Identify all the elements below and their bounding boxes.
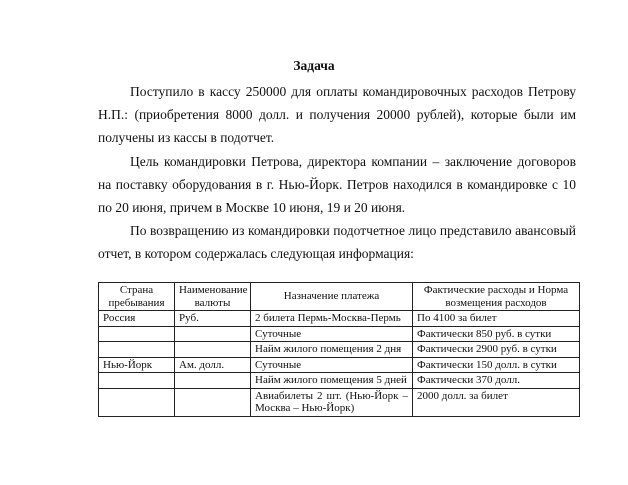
- table-row: [99, 326, 580, 342]
- cell-expense: Фактически 850 руб. в сутки: [413, 326, 580, 342]
- cell-expense: Фактически 2900 руб. в сутки: [413, 342, 580, 358]
- table-row: [99, 311, 580, 327]
- task-text: [98, 80, 576, 266]
- cell-currency: [175, 326, 251, 342]
- cell-purpose: Авиабилеты 2 шт. (Нью-Йорк – Москва – Нью-Йорк): [251, 388, 413, 416]
- expense-report-table: [98, 282, 580, 417]
- cell-currency: Руб.: [175, 311, 251, 327]
- cell-expense: Фактически 150 долл. в сутки: [413, 357, 580, 373]
- header-currency: Наименование валюты: [175, 283, 251, 311]
- cell-expense: По 4100 за билет: [413, 311, 580, 327]
- header-purpose: Назначение платежа: [251, 283, 413, 311]
- cell-currency: [175, 388, 251, 416]
- cell-country: Россия: [99, 311, 175, 327]
- cell-purpose: Найм жилого помещения 2 дня: [251, 342, 413, 358]
- cell-country: [99, 342, 175, 358]
- paragraph-1: Поступило в кассу 250000 для оплаты командировочных расходов Петрову Н.П.: (приобретения 8000 долл. и получения 20000 рублей), которые были им получены из кассы в подотчет.: [98, 84, 576, 146]
- cell-currency: [175, 373, 251, 389]
- cell-currency: [175, 342, 251, 358]
- cell-purpose: Суточные: [251, 326, 413, 342]
- document-title: Задача: [293, 58, 335, 73]
- cell-purpose: Найм жилого помещения 5 дней: [251, 373, 413, 389]
- header-expenses: Фактические расходы и Норма возмещения расходов: [413, 283, 580, 311]
- cell-currency: Ам. долл.: [175, 357, 251, 373]
- header-country: Страна пребывания: [99, 283, 175, 311]
- cell-purpose: 2 билета Пермь-Москва-Пермь: [251, 311, 413, 327]
- table-row: [99, 373, 580, 389]
- cell-expense: 2000 долл. за билет: [413, 388, 580, 416]
- cell-country: Нью-Йорк: [99, 357, 175, 373]
- table-row: [99, 357, 580, 373]
- paragraph-3: По возвращению из командировки подотчетное лицо представило авансовый отчет, в котором содержалась следующая информация:: [98, 223, 576, 262]
- cell-country: [99, 326, 175, 342]
- cell-country: [99, 388, 175, 416]
- cell-country: [99, 373, 175, 389]
- paragraph-2: Цель командировки Петрова, директора компании – заключение договоров на поставку оборудования в г. Нью-Йорк. Петров находился в командировке с 10 по 20 июня, причем в Москве 10 июня, 19 и 20 июня.: [98, 153, 576, 216]
- table-row: [99, 388, 580, 416]
- cell-expense: Фактически 370 долл.: [413, 373, 580, 389]
- table-row: [99, 342, 580, 358]
- table-header-row: [99, 283, 580, 311]
- cell-purpose: Суточные: [251, 357, 413, 373]
